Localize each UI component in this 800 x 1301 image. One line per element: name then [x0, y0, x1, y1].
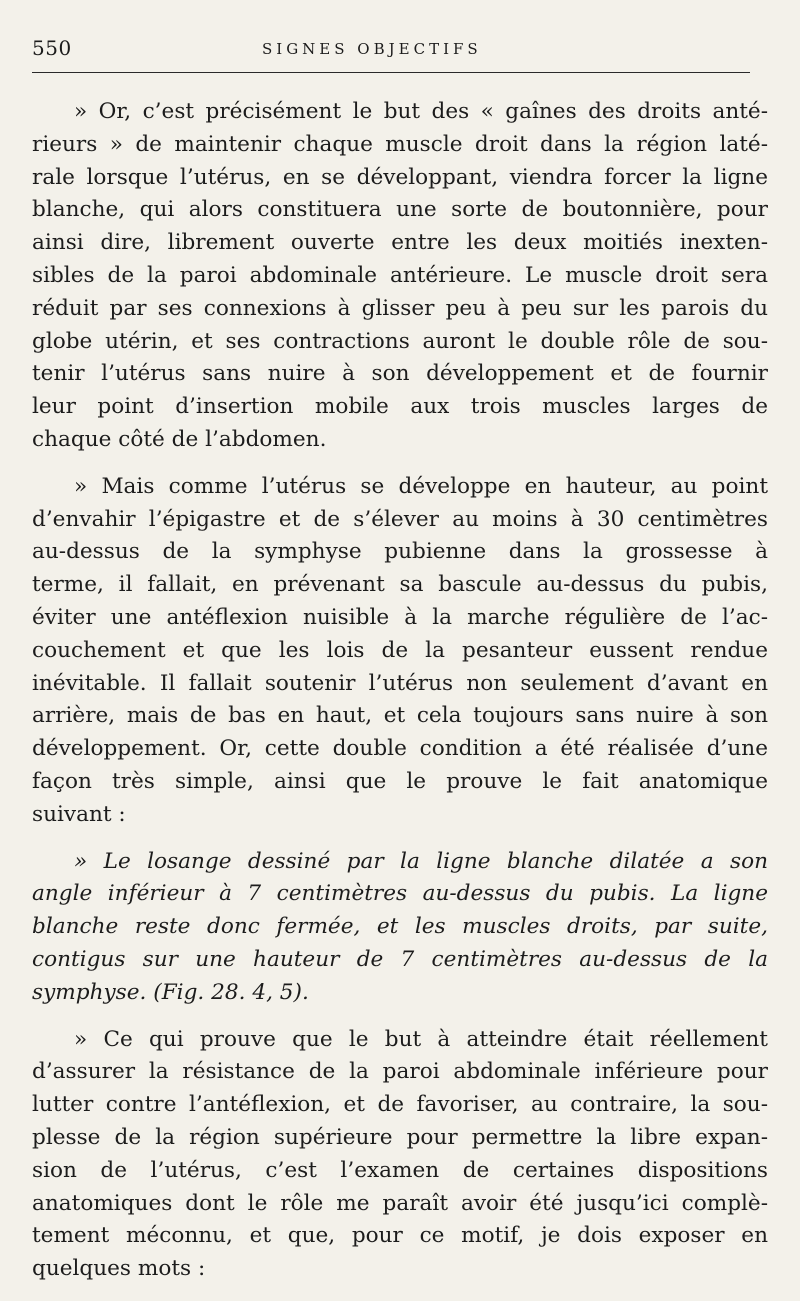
text-line: tenir l’utérus sans nuire à son développement et de fournir: [32, 361, 768, 387]
text-line: éviter une antéflexion nuisible à la marche régulière de l’ac-: [32, 604, 768, 630]
paragraph: [32, 96, 768, 457]
text-line: leur point d’insertion mobile aux trois muscles larges de: [32, 394, 768, 420]
text-line: réduit par ses connexions à glisser peu à peu sur les parois du: [32, 295, 768, 321]
page-header: [32, 30, 752, 70]
page-body: [32, 96, 768, 1300]
text-line: quelques mots :: [32, 1256, 206, 1282]
text-line: blanche, qui alors constituera une sorte de boutonnière, pour: [32, 197, 768, 223]
text-line: symphyse. (Fig. 28. 4, 5).: [32, 979, 309, 1005]
header-rule: [32, 72, 750, 73]
text-line: plesse de la région supérieure pour permettre la libre expan-: [32, 1124, 768, 1150]
text-line: rieurs » de maintenir chaque muscle droit dans la région laté-: [32, 131, 768, 157]
text-line: tement méconnu, et que, pour ce motif, je dois exposer en: [32, 1223, 768, 1249]
text-line: développement. Or, cette double condition a été réalisée d’une: [32, 736, 768, 762]
text-line: » Mais comme l’utérus se développe en hauteur, au point: [74, 473, 768, 499]
text-line: angle inférieur à 7 centimètres au-dessus du pubis. La ligne: [32, 881, 768, 907]
text-line: couchement et que les lois de la pesanteur eussent rendue: [32, 637, 768, 663]
paragraph: [32, 1024, 768, 1286]
paragraph: [32, 846, 768, 1010]
text-line: » Or, c’est précisément le but des « gaînes des droits anté-: [74, 99, 768, 124]
text-line: au-dessus de la symphyse pubienne dans la grossesse à: [32, 539, 768, 565]
text-line: lutter contre l’antéflexion, et de favoriser, au contraire, la sou-: [32, 1092, 768, 1118]
running-head: SIGNES OBJECTIFS: [262, 40, 482, 58]
text-line: arrière, mais de bas en haut, et cela toujours sans nuire à son: [32, 703, 768, 729]
text-line: rale lorsque l’utérus, en se développant, viendra forcer la ligne: [32, 164, 768, 190]
text-line: contigus sur une hauteur de 7 centimètres au-dessus de la: [32, 946, 768, 972]
text-line: terme, il fallait, en prévenant sa bascule au-dessus du pubis,: [32, 572, 768, 598]
text-line: d’assurer la résistance de la paroi abdominale inférieure pour: [32, 1059, 768, 1085]
text-line: » Le losange dessiné par la ligne blanche dilatée a son: [74, 848, 768, 874]
text-line: sibles de la paroi abdominale antérieure. Le muscle droit sera: [32, 262, 768, 288]
page-number: 550: [32, 36, 72, 60]
text-line: blanche reste donc fermée, et les muscles droits, par suite,: [32, 914, 768, 940]
text-line: suivant :: [32, 801, 126, 827]
text-line: » Ce qui prouve que le but à atteindre était réellement: [74, 1026, 768, 1052]
text-line: d’envahir l’épigastre et de s’élever au moins à 30 centimètres: [32, 506, 768, 532]
text-line: chaque côté de l’abdomen.: [32, 426, 327, 452]
text-line: anatomiques dont le rôle me paraît avoir été jusqu’ici complè-: [32, 1190, 768, 1216]
text-line: globe utérin, et ses contractions auront le double rôle de sou-: [32, 328, 768, 354]
paragraph: [32, 471, 768, 832]
text-line: façon très simple, ainsi que le prouve le fait anatomique: [32, 768, 768, 794]
text-line: sion de l’utérus, c’est l’examen de certaines dispositions: [32, 1157, 768, 1183]
text-line: ainsi dire, librement ouverte entre les deux moitiés inexten-: [32, 230, 768, 256]
text-line: inévitable. Il fallait soutenir l’utérus non seulement d’avant en: [32, 670, 768, 696]
